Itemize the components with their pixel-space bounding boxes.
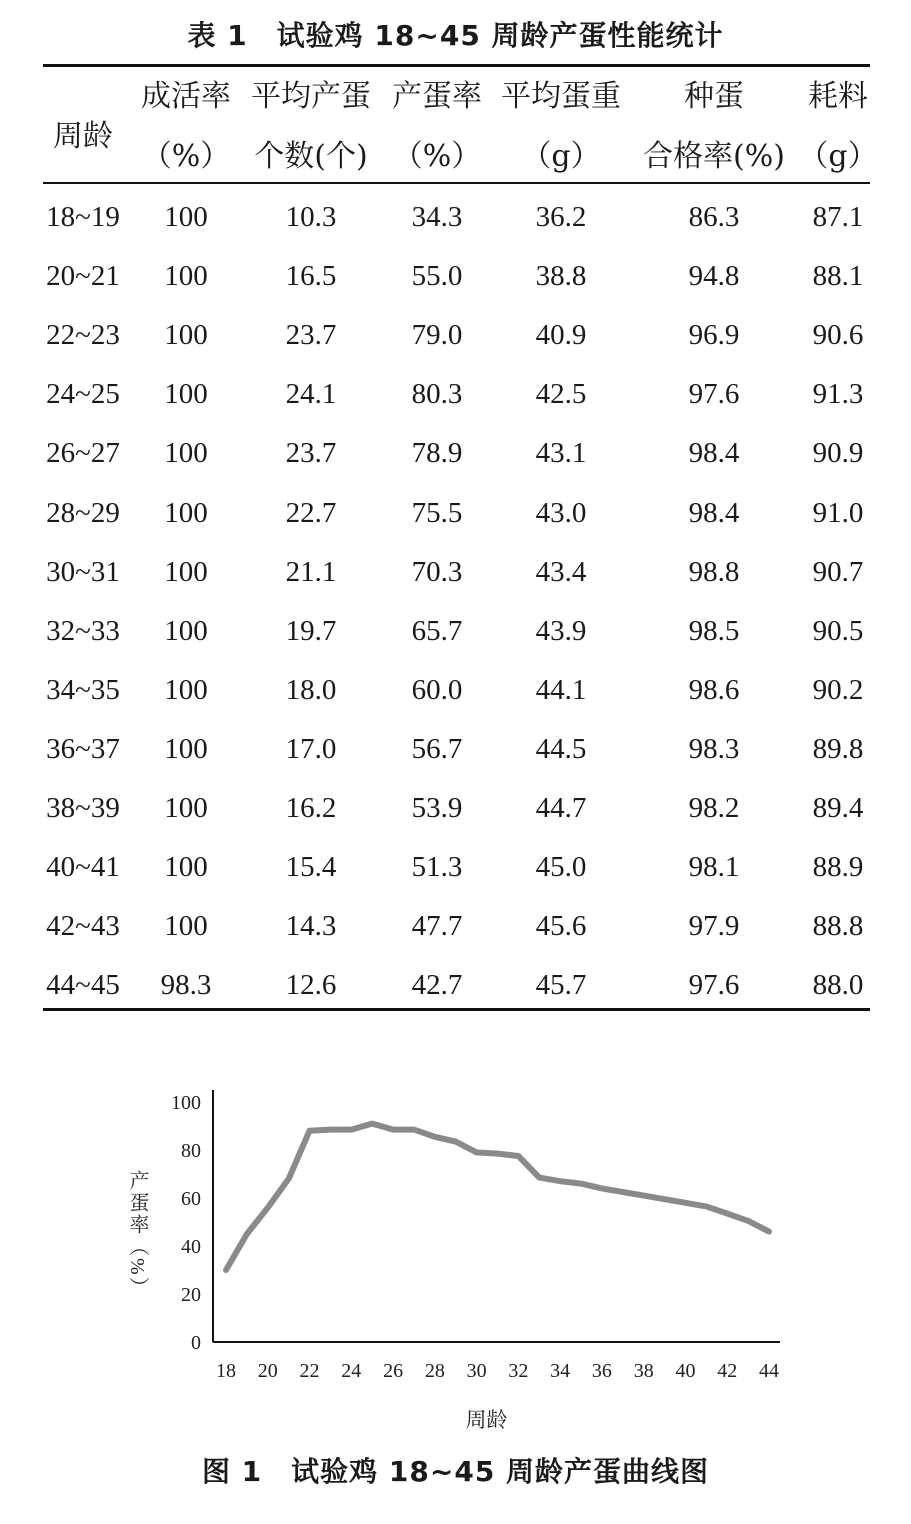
table-cell: 23.7 [285,319,337,352]
table-cell: 100 [164,673,208,706]
column-header-line2: 合格率(%) [643,139,785,174]
chart-container [0,1060,911,1440]
top-rule [43,64,870,67]
table-cell: 100 [164,496,208,529]
table-cell: 100 [164,319,208,352]
table-cell: 14.3 [285,910,337,943]
column-header-line2: 个数(个) [254,139,368,174]
table-cell: 90.6 [812,319,864,352]
x-tick-label: 44 [759,1360,779,1382]
x-tick-label: 24 [341,1360,362,1382]
table-cell: 44~45 [46,969,120,1002]
column-header-line1: 平均蛋重 [501,79,621,114]
header-rule [43,182,870,184]
x-tick-label: 30 [466,1360,487,1382]
x-tick-label: 38 [633,1360,654,1382]
x-axis-label: 周龄 [465,1408,508,1432]
table-cell: 18.0 [285,673,337,706]
table-cell: 70.3 [411,555,463,588]
table-cell: 65.7 [411,614,463,647]
x-tick-label: 34 [550,1360,571,1382]
table-cell: 98.4 [688,437,740,470]
column-header-line2: （%） [141,139,231,174]
column-header-line2: （g） [521,139,601,174]
table-cell: 43.0 [535,496,587,529]
table-cell: 24~25 [46,378,120,411]
table-cell: 44.7 [535,792,587,824]
table-cell: 51.3 [411,851,463,884]
table-cell: 38.8 [535,260,587,293]
table-cell: 100 [164,851,208,884]
table-cell: 87.1 [812,201,864,233]
table-cell: 23.7 [285,437,337,470]
table-cell: 100 [164,201,208,233]
table-cell: 98.1 [688,851,740,884]
table-cell: 98.3 [688,732,740,765]
table-cell: 40~41 [46,851,120,884]
table-cell: 78.9 [411,437,463,470]
table-cell: 45.0 [535,851,587,884]
table-cell: 100 [164,792,208,824]
table-cell: 34~35 [46,673,120,706]
table-cell: 90.7 [812,555,864,588]
table-cell: 90.9 [812,437,864,470]
column-header-line2: （g） [798,139,878,174]
y-tick-label: 20 [181,1284,201,1306]
table-cell: 30~31 [46,555,120,588]
table-cell: 42~43 [46,910,120,943]
y-tick-label: 0 [191,1332,201,1354]
table-cell: 36~37 [46,732,120,765]
bottom-rule [43,1008,870,1011]
table-cell: 38~39 [46,792,120,824]
x-tick-label: 26 [383,1360,404,1382]
y-tick-label: 100 [171,1092,201,1114]
y-axis-label: 产蛋率（%） [126,1170,148,1299]
table-cell: 45.6 [535,910,587,943]
table-cell: 90.5 [812,614,864,647]
table-cell: 96.9 [688,319,740,352]
table-cell: 88.1 [812,260,864,293]
table-cell: 47.7 [411,910,463,943]
x-tick-label: 22 [299,1360,320,1382]
column-header-line1: 耗料 [808,79,868,114]
table-cell: 15.4 [285,851,337,884]
x-tick-label: 18 [216,1360,236,1382]
table-cell: 21.1 [285,555,337,588]
table-cell: 36.2 [535,201,587,233]
table-cell: 17.0 [285,732,337,765]
column-header-line1: 产蛋率 [392,79,482,114]
column-header: 周龄 [53,119,113,154]
table-cell: 16.5 [285,260,337,293]
table-cell: 100 [164,260,208,293]
table-cell: 89.8 [812,732,864,765]
table-cell: 100 [164,614,208,647]
figure-title: 图 1 试验鸡 18~45 周龄产蛋曲线图 [201,1455,710,1488]
y-tick-label: 80 [181,1140,201,1162]
table-cell: 18~19 [46,201,120,233]
table-cell: 40.9 [535,319,587,352]
table-cell: 55.0 [411,260,463,293]
table-cell: 100 [164,910,208,943]
table-cell: 53.9 [411,792,463,824]
table-cell: 28~29 [46,496,120,529]
table-cell: 22.7 [285,496,337,529]
series-line [226,1124,769,1270]
table-cell: 56.7 [411,732,463,765]
table-cell: 100 [164,437,208,470]
table-cell: 34.3 [411,201,463,233]
table-cell: 94.8 [688,260,740,293]
x-tick-label: 20 [257,1360,278,1382]
table-cell: 98.6 [688,673,740,706]
table-cell: 20~21 [46,260,120,293]
table-cell: 88.0 [812,969,864,1002]
table-cell: 60.0 [411,673,463,706]
table-cell: 97.6 [688,969,740,1002]
table-cell: 32~33 [46,614,120,647]
table-cell: 97.6 [688,378,740,411]
table-cell: 89.4 [812,792,864,824]
table-cell: 91.0 [812,496,864,529]
table-cell: 98.4 [688,496,740,529]
table-cell: 100 [164,555,208,588]
table-cell: 12.6 [285,969,337,1002]
x-tick-label: 40 [675,1360,696,1382]
table-cell: 88.9 [812,851,864,884]
table-title: 表 1 试验鸡 18~45 周龄产蛋性能统计 [187,19,724,52]
table-cell: 45.7 [535,969,587,1002]
table-cell: 43.4 [535,555,587,588]
table-cell: 80.3 [411,378,463,411]
table-cell: 90.2 [812,673,864,706]
table-cell: 24.1 [285,378,337,411]
table-cell: 98.5 [688,614,740,647]
x-tick-label: 42 [717,1360,738,1382]
table-cell: 79.0 [411,319,463,352]
column-header-line1: 种蛋 [684,79,744,114]
x-tick-label: 28 [424,1360,445,1382]
table-cell: 43.1 [535,437,587,470]
table-cell: 86.3 [688,201,740,233]
column-header-line1: 成活率 [141,79,231,114]
table-cell: 97.9 [688,910,740,943]
table-cell: 100 [164,732,208,765]
table-cell: 98.8 [688,555,740,588]
table-cell: 22~23 [46,319,120,352]
y-tick-label: 40 [181,1236,201,1258]
table-cell: 42.7 [411,969,463,1002]
table-cell: 98.3 [160,969,212,1002]
x-tick-label: 32 [508,1360,529,1382]
table-cell: 10.3 [285,201,337,233]
column-header-line1: 平均产蛋 [251,79,371,114]
table-cell: 44.5 [535,732,587,765]
table-cell: 100 [164,378,208,411]
table-cell: 42.5 [535,378,587,411]
column-header-line2: （%） [392,139,482,174]
table-cell: 19.7 [285,614,337,647]
table-cell: 16.2 [285,792,337,824]
table-cell: 75.5 [411,496,463,529]
y-tick-label: 60 [181,1188,201,1210]
table-cell: 98.2 [688,792,740,824]
table-cell: 44.1 [535,673,587,706]
table-cell: 26~27 [46,437,120,470]
table-cell: 43.9 [535,614,587,647]
table-cell: 91.3 [812,378,864,411]
x-tick-label: 36 [591,1360,612,1382]
line-chart [0,1060,911,1440]
table-cell: 88.8 [812,910,864,943]
